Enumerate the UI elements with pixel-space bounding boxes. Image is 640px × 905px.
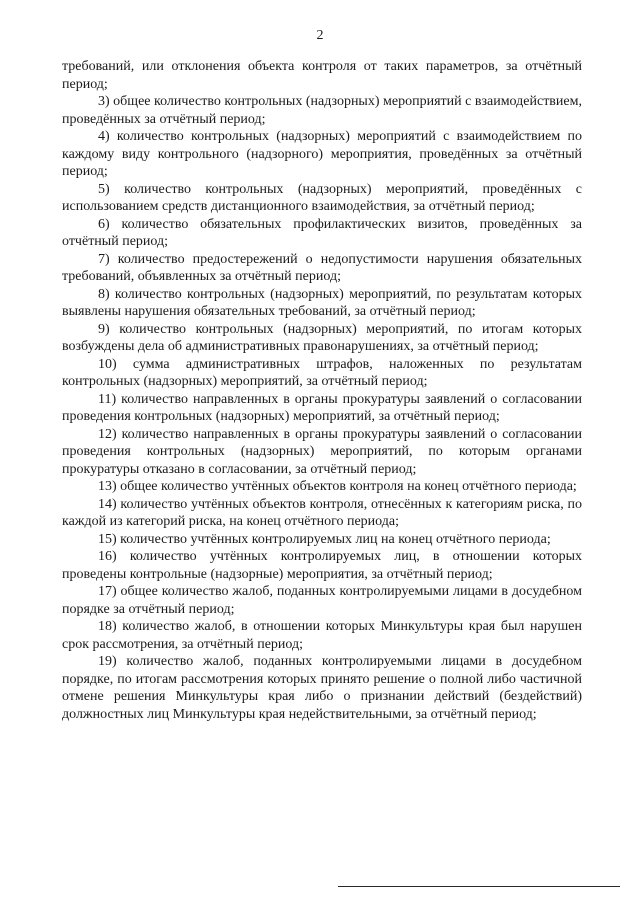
list-item-9: 9) количество контрольных (надзорных) мероприятий, по итогам которых возбуждены дела об административных правонарушениях, за отчётный период; <box>62 321 582 354</box>
list-item-12: 12) количество направленных в органы прокуратуры заявлений о согласовании проведения контрольных (надзорных) мероприятий, по которым органами прокуратуры отказано в согласовании, за отчётный период; <box>62 426 582 477</box>
list-item-19: 19) количество жалоб, поданных контролируемыми лицами в досудебном порядке, по итогам рассмотрения которых принято решение о полной либо частичной отмене решения Минкультуры края либо о признании действий (бездействий) должностных лиц Минкультуры края недействительными, за отчётный период; <box>62 654 582 722</box>
list-item-16: 16) количество учтённых контролируемых лиц, в отношении которых проведены контрольные (надзорные) мероприятия, за отчётный период; <box>62 549 582 582</box>
list-item-10: 10) сумма административных штрафов, наложенных по результатам контрольных (надзорных) мероприятий, за отчётный период; <box>62 356 582 389</box>
list-item-3: 3) общее количество контрольных (надзорных) мероприятий с взаимодействием, проведённых за отчётный период; <box>62 94 582 127</box>
list-item-17: 17) общее количество жалоб, поданных контролируемыми лицами в досудебном порядке за отчётный период; <box>62 584 582 617</box>
list-item-6: 6) количество обязательных профилактических визитов, проведённых за отчётный период; <box>62 216 582 249</box>
paragraph-continuation: требований, или отклонения объекта контроля от таких параметров, за отчётный период; <box>62 59 582 92</box>
list-item-14: 14) количество учтённых объектов контроля, отнесённых к категориям риска, по каждой из категорий риска, на конец отчётного периода; <box>62 496 582 529</box>
list-item-13: 13) общее количество учтённых объектов контроля на конец отчётного периода; <box>98 479 577 494</box>
list-item-7: 7) количество предостережений о недопустимости нарушения обязательных требований, объявленных за отчётный период; <box>62 251 582 284</box>
list-item-4: 4) количество контрольных (надзорных) мероприятий с взаимодействием по каждому виду контрольного (надзорного) мероприятия, проведённых за отчётный период; <box>62 129 582 179</box>
footer-rule <box>338 886 620 887</box>
list-item-11: 11) количество направленных в органы прокуратуры заявлений о согласовании проведения контрольных (надзорных) мероприятий, за отчётный период; <box>62 391 582 424</box>
page-number: 2 <box>316 28 324 43</box>
document-body <box>62 58 582 723</box>
list-item-5: 5) количество контрольных (надзорных) мероприятий, проведённых с использованием средств дистанционного взаимодействия, за отчётный период; <box>62 181 582 214</box>
list-item-18: 18) количество жалоб, в отношении которых Минкультуры края был нарушен срок рассмотрения, за отчётный период; <box>62 619 582 652</box>
list-item-8: 8) количество контрольных (надзорных) мероприятий, по результатам которых выявлены нарушения обязательных требований, за отчётный период; <box>62 286 582 319</box>
list-item-15: 15) количество учтённых контролируемых лиц на конец отчётного периода; <box>98 531 551 547</box>
